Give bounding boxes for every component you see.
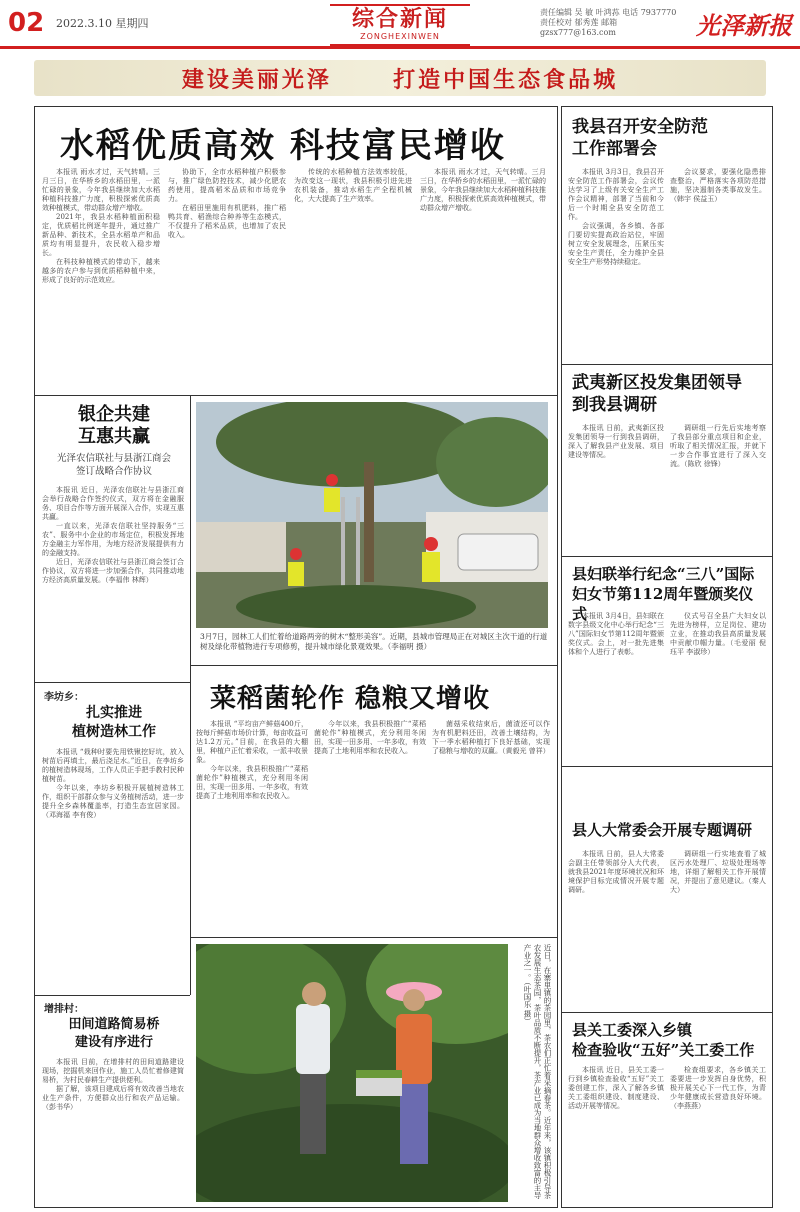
lead-body-col2: 协助下，全市水稻种植户积极参与，推广绿色防控技术，减少化肥农药使用，提高稻米品质和市场竞争力。 在稻田里施用有机肥料，推广稻鸭共育、稻渔综合种养等生态模式，不仅提升了稻米品质，也增加了农民收入。	[168, 168, 286, 239]
rice-fungus-col3: 菌菇采收结束后，菌渣还可以作为有机肥料还田，改善土壤结构，为下一季水稻种植打下良好基础，实现了稳粮与增收的双赢。（黄毅光 曾祥）	[432, 720, 550, 755]
header-rule	[0, 46, 800, 49]
editor-line: 责任编辑 吴 敏 叶鸿荪 电话 7937770	[540, 8, 677, 17]
npc-body-col1: 本报讯 日前，县人大常委会副主任带领部分人大代表，就我县2021年度环境状况和环境保护目标完成情况开展专题调研。	[568, 850, 664, 894]
road-kicker: 增排村：	[44, 1004, 84, 1015]
slogan-text	[34, 63, 766, 94]
lead-body-col1: 本报讯 雨水才过，天气转晴。三月三日，在华桥乡的水稻田里，一派忙碌的景象，今年我县继续加大水稻种植科技推广力度，积极探索优质高效种植模式，带动群众增产增收。 2021年，我县水稻种植面积稳定，优质稻比例逐年提升，通过推广新品种、新技术，全县水稻单产和品质均有明显提升，农民收入稳步增长。 在科技种植模式的带动下，越来越多的农户参与到优质稻种植中来，形成了良好的示范效应。	[42, 168, 160, 284]
road-body: 本报讯 目前，在增排村的田间道路建设现场，挖掘机来回作业，施工人员忙着修建简易桥，为村民春耕生产提供便利。 据了解，该项目建成后将有效改善当地农业生产条件，方便群众出行和农产品运输。（彭书华）	[42, 1058, 184, 1111]
slogan-left: 建设美丽光泽	[181, 67, 332, 93]
road-title: 田间道路简易桥 建设有序进行	[68, 1017, 160, 1050]
safety-body-col1: 本报讯 3月3日，我县召开安全防范工作部署会，会议传达学习了上级有关安全生产工作会议精神，部署了当前和今后一个时期全县安全防范工作。 会议强调，各乡镇、各部门要切实提高政治站位，牢固树立安全发展理念，压紧压实安全生产责任，全力维护全县安全生产形势持续稳定。	[568, 168, 664, 266]
rice-fungus-col2: 今年以来，我县积极推广“菜稻菌轮作”种植模式，充分利用冬闲田，实现一田多用、一年多收，有效提高了土地利用率和农民收入。	[314, 720, 426, 755]
lead-body-col4: 本报讯 雨水才过，天气转晴。三月三日，在华桥乡的水稻田里，一派忙碌的景象，今年我县继续加大水稻种植科技推广力度，积极探索优质高效种植模式，带动群众增产增收。	[420, 168, 546, 212]
section-masthead	[330, 4, 470, 46]
wuyi-body-col1: 本报讯 日前，武夷新区投发集团领导一行到我县调研，深入了解我县产业发展、项目建设等情况。	[568, 424, 664, 459]
tree-pruning-photo	[196, 402, 548, 628]
npc-title: 县人大常委会开展专题调研	[572, 821, 753, 839]
tea-picking-photo	[196, 944, 508, 1202]
tea-picking-caption: 近日，在寨里镇的茶园里，茶农们正忙着采摘春茶。近年来，该镇积极引导茶农发展生态茶园，茶叶品质不断提升，茶产业已成为当地群众增收致富的主导产业之一。（叶国乐 摄）	[523, 944, 552, 1199]
guangongwei-body-col2: 检查组要求，各乡镇关工委要进一步发挥自身优势，积极开展关心下一代工作，为青少年健康成长营造良好环境。（李燕燕）	[670, 1066, 766, 1110]
rice-fungus-headline: 菜稻菌轮作 稳粮又增收	[210, 684, 491, 714]
npc-body-col2: 调研组一行实地查看了城区污水处理厂、垃圾处理场等地，详细了解相关工作开展情况，并提出了意见建议。（秦人大）	[670, 850, 766, 894]
guangongwei-title: 县关工委深入乡镇 检查验收“五好”关工委工作	[572, 1021, 755, 1059]
editor-info	[540, 8, 690, 38]
tree-kicker: 李坊乡：	[44, 692, 84, 703]
wuyi-title: 武夷新区投发集团领导 到我县调研	[572, 373, 742, 415]
tree-body: 本报讯 “栽种时要先用铁锹挖好坑，放入树苗后再填土，最后浇足水。”近日，在李坊乡的植树造林现场，工作人员正手把手教村民种植树苗。 今年以来，李坊乡积极开展植树造林工作，组织干部群众参与义务植树活动，进一步提升全乡森林覆盖率，打造生态宜居家园。（邓海福 李有俊）	[42, 748, 184, 819]
section-title: 综合新闻	[351, 6, 448, 32]
wuyi-body-col2: 调研组一行先后实地考察了我县部分重点项目和企业，听取了相关情况汇报，并就下一步合作事宜进行了深入交流。（陈欣 徐锋）	[670, 424, 766, 468]
editor-line: 责任校对 郁秀莲 邮箱 gzsx777@163.com	[540, 18, 618, 37]
newspaper-logo: 光泽新报	[696, 11, 792, 40]
womens-body-col1: 本报讯 3月4日，县妇联在数字县级文化中心举行纪念“三八”国际妇女节第112周年暨颁奖仪式。会上，对一批先进集体和个人进行了表彰。	[568, 612, 664, 656]
womens-body-col2: 仪式号召全县广大妇女以先进为榜样，立足岗位、建功立业，在推动我县高质量发展中贡献巾帼力量。（毛爱丽 倪珏平 李淑珍）	[670, 612, 766, 656]
section-pinyin: ZONGHEXINWEN	[360, 32, 440, 41]
page-number: 02	[8, 8, 45, 38]
bank-subtitle: 光泽农信联社与县浙江商会 签订战略合作协议	[56, 453, 171, 477]
bank-body: 本报讯 近日，光泽农信联社与县浙江商会举行战略合作签约仪式，双方将在金融服务、项目合作等方面开展深入合作，实现互惠共赢。 一直以来，光泽农信联社坚持服务“三农”、服务中小企业的市场定位，积极发挥地方金融主力军作用，为地方经济发展提供有力的金融支持。 近日，光泽农信联社与县浙江商会签订合作协议，双方将进一步加强合作，共同推动地方经济高质量发展。（李福伟 林辉）	[42, 486, 184, 584]
lead-headline: 水稻优质高效 科技富民增收	[60, 126, 506, 166]
slogan-banner	[34, 60, 766, 96]
bank-title: 银企共建 互惠共赢	[78, 404, 150, 447]
rice-fungus-col1: 本报讯 “平均亩产鲜菇400斤，按每斤鲜菇市场价计算，每亩收益可达1.2万元。”目前，在我县的大棚里，种植户正忙着采收，一派丰收景象。 今年以来，我县积极推广“菜稻菌轮作”种植模式，充分利用冬闲田，实现一田多用、一年多收，有效提高了土地利用率和农民收入。	[196, 720, 308, 800]
tree-pruning-caption: 3月7日，园林工人们忙着给道路两旁的树木“整形美容”。近期，县城市管理局正在对城区主次干道的行道树及绿化带植物进行专项修剪，提升城市绿化景观效果。（李福明 摄）	[200, 632, 548, 651]
lead-body-col3: 传统的水稻种植方法效率较低，为改变这一现状，我县积极引进先进农机装备，推动水稻生产全程机械化，大大提高了生产效率。	[294, 168, 412, 203]
womens-day-title: 县妇联举行纪念“三八”国际 妇女节第112周年暨颁奖仪式	[572, 565, 755, 623]
issue-date: 2022.3.10 星期四	[56, 17, 149, 30]
slogan-right: 打造中国生态食品城	[393, 67, 619, 93]
guangongwei-body-col1: 本报讯 近日，县关工委一行到乡镇检查验收“五好”关工委创建工作，深入了解各乡镇关工委组织建设、制度建设、活动开展等情况。	[568, 1066, 664, 1110]
safety-title: 我县召开安全防范 工作部署会	[572, 117, 708, 159]
tree-title: 扎实推进 植树造林工作	[72, 705, 156, 740]
safety-body-col2: 会议要求，要强化隐患排查整治，严格落实各项防范措施，坚决遏制各类事故发生。（韩宇 侯益玉）	[670, 168, 766, 203]
